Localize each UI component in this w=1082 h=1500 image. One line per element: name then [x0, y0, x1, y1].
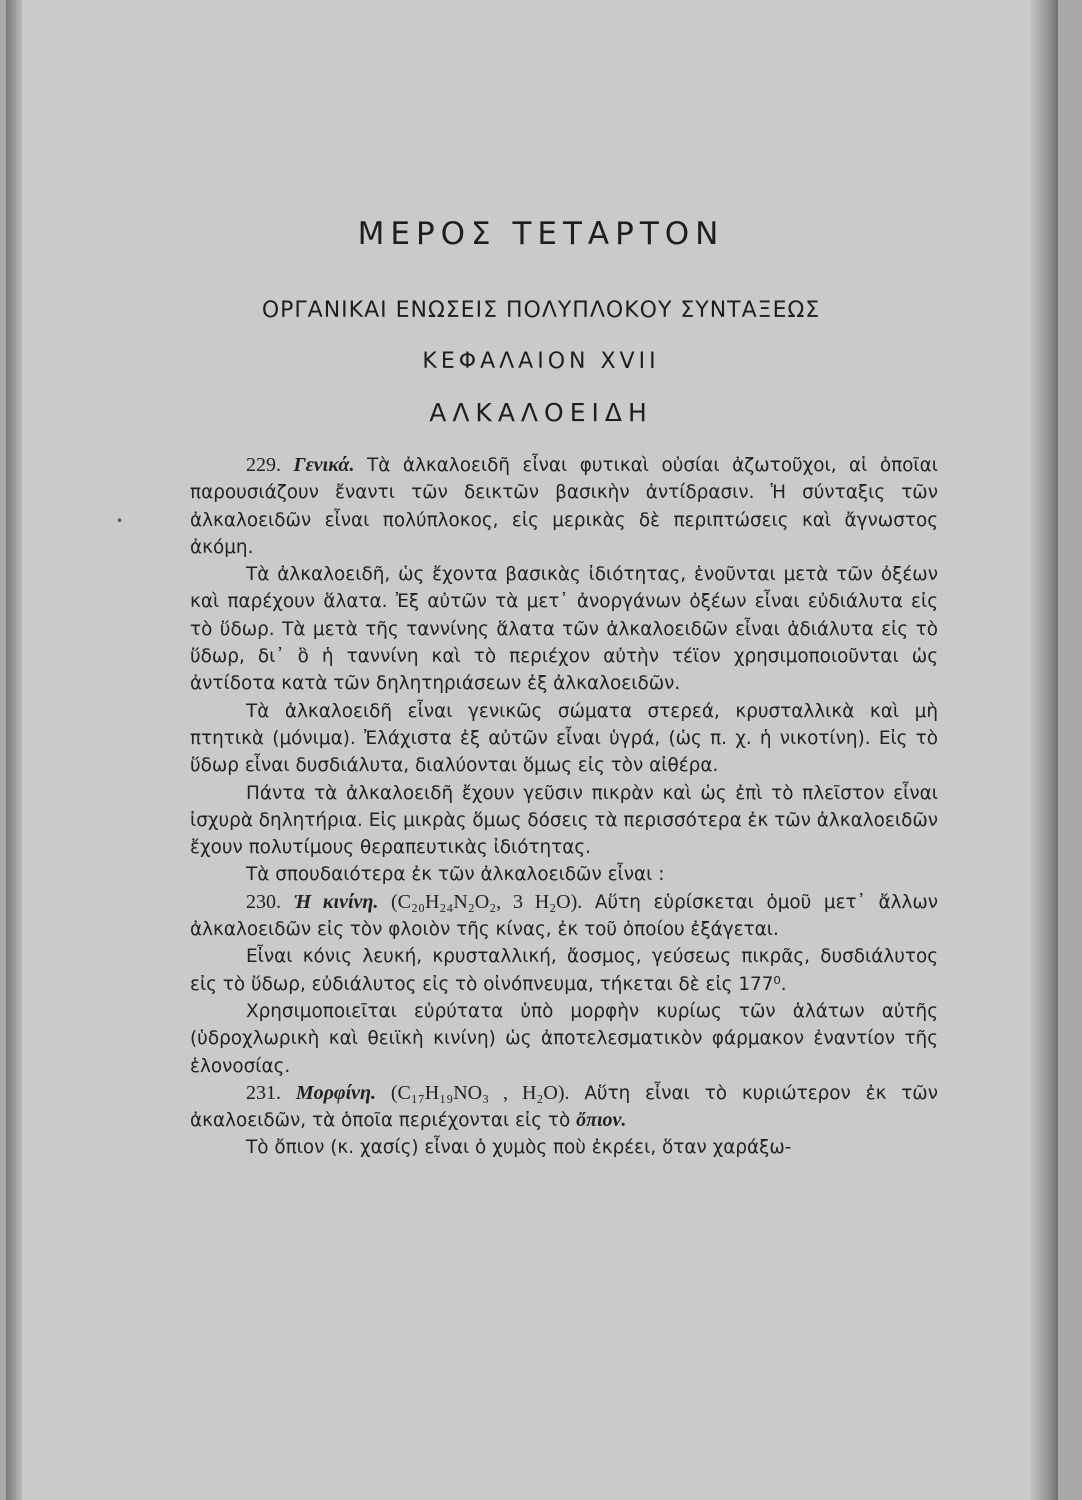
- section-number: 231.: [246, 1081, 281, 1104]
- paragraph: Χρησιμοποιεῖται εὐρύτατα ὑπὸ μορφὴν κυρίως τῶν ἁλάτων αὐτῆς (ὑδροχλωρικὴ καὶ θειϊκὴ κινίνη) ὡς ἀποτελεσματικὸν φάρμακον ἐναντίον τῆς ἑλονοσίας.: [190, 1000, 938, 1077]
- paragraph: Τὰ ἀλκαλοειδῆ εἶναι γενικῶς σώματα στερεά, κρυσταλλικὰ καὶ μὴ πτητικὰ (μόνιμα). Ἐλάχιστα ἐξ αὐτῶν εἶναι ὑγρά, (ὡς π. χ. ἡ νικοτίνη). Εἰς τὸ ὕδωρ εἶναι δυσδιάλυτα, διαλύονται ὅμως εἰς τὸν αἰθέρα.: [190, 700, 938, 777]
- paragraph-231-intro: [190, 1080, 938, 1135]
- section-heading: Γενικά.: [293, 454, 355, 476]
- chapter-subject-title: ΑΛΚΑΛΟΕΙΔΗ: [429, 398, 653, 427]
- body-text: [190, 452, 938, 1162]
- paragraph: Πάντα τὰ ἀλκαλοειδῆ ἔχουν γεῦσιν πικρὰν καὶ ὡς ἐπὶ τὸ πλεῖστον εἶναι ἰσχυρὰ δηλητήρια. Εἰς μικρὰς ὅμως δόσεις τὰ περισσότερα ἐκ τῶν ἀλκαλοειδῶν ἔχουν πολυτίμους θεραπευτικὰς ἰδιότητας.: [190, 782, 938, 859]
- part-title: ΜΕΡΟΣ ΤΕΤΑΡΤΟΝ: [357, 216, 725, 252]
- section-heading: Ἡ κινίνη.: [293, 890, 379, 913]
- section-title: ΟΡΓΑΝΙΚΑΙ ΕΝΩΣΕΙΣ ΠΟΛΥΠΛΟΚΟΥ ΣΥΝΤΑΞΕΩΣ: [261, 298, 821, 323]
- paragraph-230-intro: [190, 889, 938, 944]
- margin-dot: •: [116, 514, 124, 528]
- paragraph-229-intro: [190, 452, 938, 561]
- paragraph: Τὰ ἀλκαλοειδῆ, ὡς ἔχοντα βασικὰς ἰδιότητας, ἑνοῦνται μετὰ τῶν ὀξέων καὶ παρέχουν ἅλατα. Ἐξ αὐτῶν τὰ μετ᾽ ἀνοργάνων ὀξέων εἶναι εὐδιάλυτα εἰς τὸ ὕδωρ. Τὰ μετὰ τῆς ταννίνης ἅλατα τῶν ἀλκαλοειδῶν εἶναι ἀδιάλυτα εἰς τὸ ὕδωρ, δι᾽ ὃ ἡ ταννίνη καὶ τὸ περιέχον αὐτὴν τέϊον χρησιμοποιοῦνται ὡς ἀντίδοτα κατὰ τῶν δηλητηριάσεων ἐξ ἀλκαλοειδῶν.: [190, 564, 938, 695]
- paragraph: Τὸ ὄπιον (κ. χασίς) εἶναι ὁ χυμὸς ποὺ ἐκρέει, ὅταν χαράξω-: [246, 1137, 792, 1159]
- chapter-title: ΚΕΦΑΛΑΙΟΝ XVII: [422, 349, 660, 374]
- section-number: 230.: [246, 890, 281, 913]
- paragraph-text: Αὕτη εἶναι τὸ κυριώτερον ἐκ τῶν ἀκαλοειδῶν, τὰ ὁποῖα περιέχονται εἰς τὸ: [190, 1082, 938, 1132]
- section-heading: Μορφίνη.: [295, 1081, 377, 1104]
- section-number: 229.: [246, 454, 281, 476]
- paragraph-text: Αὕτη εὑρίσκεται ὁμοῦ μετ᾽ ἄλλων ἀλκαλοειδῶν εἰς τὸν φλοιὸν τῆς κίνας, ἐκ τοῦ ὁποίου ἐξάγεται.: [190, 891, 939, 941]
- chemical-formula: (C₁₇H₁₉NO₃ , H₂O).: [390, 1081, 570, 1104]
- paragraph: Εἶναι κόνις λευκή, κρυσταλλική, ἄοσμος, γεύσεως πικρᾶς, δυσδιάλυτος εἰς τὸ ὕδωρ, εὐδιάλυτος εἰς τὸ οἰνόπνευμα, τήκεται δὲ εἰς 177⁰.: [190, 946, 938, 995]
- term-opium: ὄπιον.: [576, 1109, 627, 1132]
- paragraph-text: Τὰ ἀλκαλοειδῆ εἶναι φυτικαὶ οὐσίαι ἀζωτοῦχοι, αἱ ὁποῖαι παρουσιάζουν ἔναντι τῶν δεικτῶν βασικὴν ἀντίδρασιν. Ἡ σύνταξις τῶν ἀλκαλοειδῶν εἶναι πολύπλοκος, εἰς μερικὰς δὲ περιπτώσεις καὶ ἄγνωστος ἀκόμη.: [190, 455, 939, 558]
- chemical-formula: (C₂₀H₂₄N₂O₂, 3 H₂O).: [391, 890, 583, 913]
- paragraph: Τὰ σπουδαιότερα ἐκ τῶν ἀλκαλοειδῶν εἶναι :: [246, 864, 665, 886]
